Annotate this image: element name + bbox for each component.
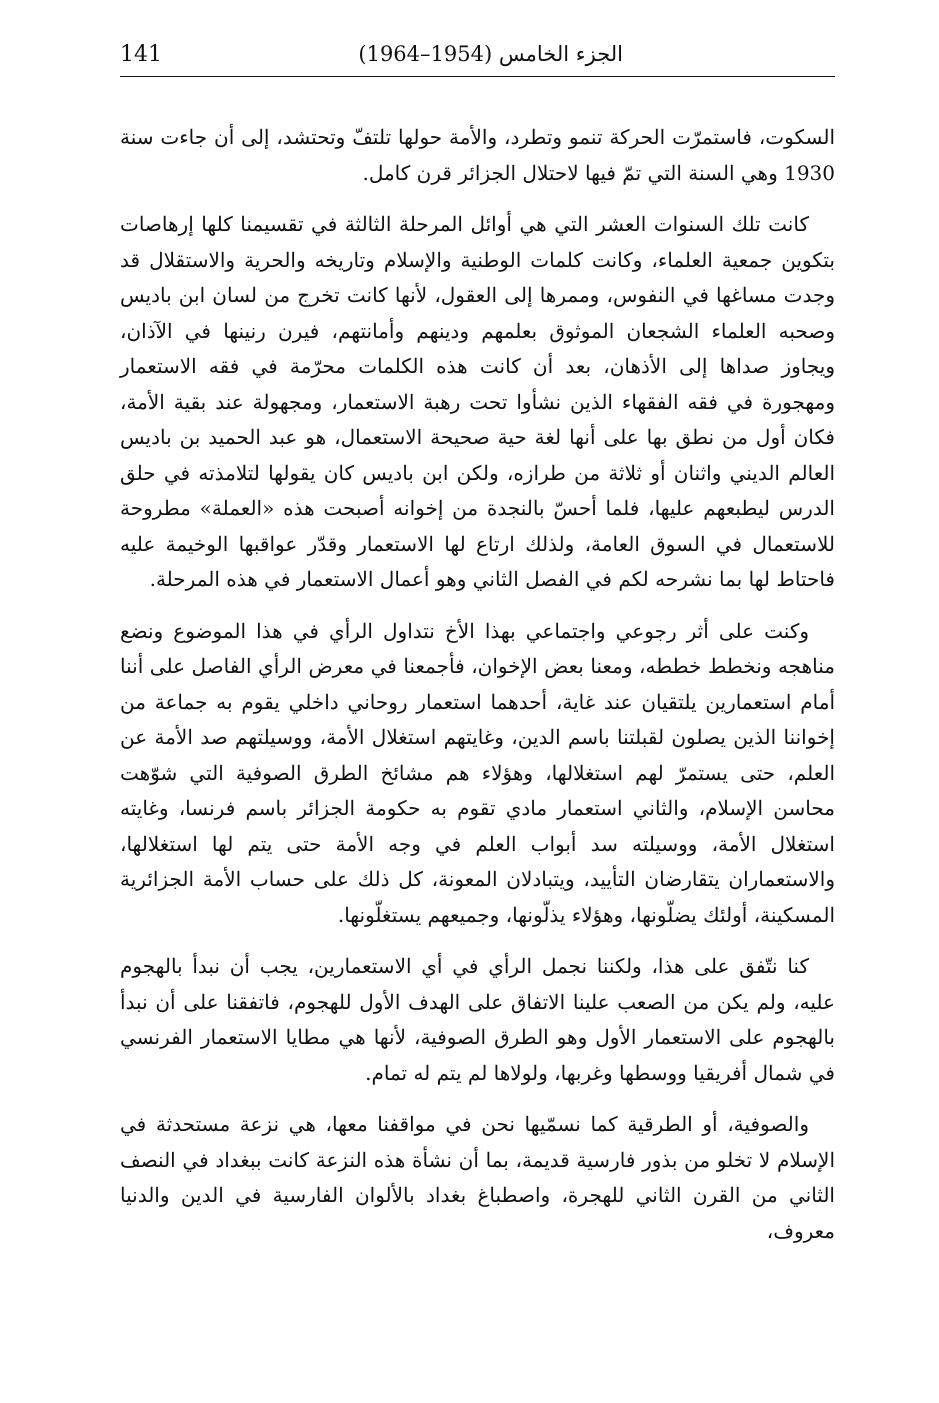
paragraph-1: السكوت، فاستمرّت الحركة تنمو وتطرد، والأمة حولها تلتفّ وتحتشد، إلى أن جاءت سنة 1930 وهي السنة التي تمّ فيها لاحتلال الجزائر قرن كامل. — [120, 125, 835, 185]
running-title: الجزء الخامس (1954–1964) — [358, 42, 623, 66]
body-text — [120, 120, 835, 1265]
paragraph-2: كانت تلك السنوات العشر التي هي أوائل المرحلة الثالثة في تقسيمنا كلها إرهاصات بتكوين جمعية العلماء، وكانت كلمات الوطنية والإسلام وتاريخه والحرية والاستقلال قد وجدت مساغها في النفوس، وممرها إلى العقول، لأنها كانت تخرج من لسان ابن باديس وصحبه العلماء الشجعان الموثوق بعلمهم ودينهم وأمانتهم، فيرن رنينها في الآذان، ويجاوز صداها إلى الأذهان، بعد أن كانت هذه الكلمات محرّمة في فقه الاستعمار ومهجورة في فقه الفقهاء الذين نشأوا تحت رهبة الاستعمار، ومجهولة عند بقية الأمة، فكان أول من نطق بها على أنها لغة حية صحيحة الاستعمال، هو عبد الحميد بن باديس العالم الديني واثنان أو ثلاثة من طرازه، ولكن ابن باديس كان يقولها لتلامذته في حلق الدرس ليطبعهم عليها، فلما أحسّ بالنجدة من إخوانه أصبحت هذه «العملة» مطروحة للاستعمال في السوق العامة، ولذلك ارتاع لها الاستعمار وقدّر عواقبها الوخيمة عليه فاحتاط لها بما نشرحه لكم في الفصل الثاني وهو أعمال الاستعمار في هذه المرحلة. — [120, 212, 835, 591]
paragraph-5: والصوفية، أو الطرقية كما نسمّيها نحن في مواقفنا معها، هي نزعة مستحدثة في الإسلام لا تخلو من بذور فارسية قديمة، بما أن نشأة هذه النزعة كانت ببغداد في النصف الثاني من القرن الثاني للهجرة، واصطباغ بغداد بالألوان الفارسية في الدين والدنيا معروف، — [120, 1112, 835, 1243]
page-number: 141 — [120, 42, 162, 67]
paragraph-3: وكنت على أثر رجوعي واجتماعي بهذا الأخ نتداول الرأي في هذا الموضوع ونضع مناهجه ونخطط خططه، ومعنا بعض الإخوان، فأجمعنا في معرض الرأي الفاصل على أننا أمام استعمارين يلتقيان عند غاية، أحدهما استعمار روحاني داخلي يقوم به جماعة من إخواننا الذين يصلون لقبلتنا باسم الدين، وغايتهم استغلال الأمة، ووسيلتهم صد الأمة عن العلم، حتى يستمرّ لهم استغلالها، وهؤلاء هم مشائخ الطرق الصوفية التي شوّهت محاسن الإسلام، والثاني استعمار مادي تقوم به حكومة الجزائر باسم فرنسا، وغايته استغلال الأمة، ووسيلته سد أبواب العلم في وجه الأمة حتى يتم لها استغلالها، والاستعماران يتقارضان التأييد، ويتبادلان المعونة، كل ذلك على حساب الأمة الجزائرية المسكينة، أولئك يضلّونها، وهؤلاء يذلّونها، وجميعهم يستغلّونها. — [120, 618, 835, 927]
page-header — [120, 40, 835, 77]
paragraph-4: كنا نتّفق على هذا، ولكننا نجمل الرأي في أي الاستعمارين، يجب أن نبدأ بالهجوم عليه، ولم يكن من الصعب علينا الاتفاق على الهدف الأول للهجوم، فاتفقنا على أن نبدأ بالهجوم على الاستعمار الأول وهو الطرق الصوفية، لأنها هي مطايا الاستعمار الفرنسي في شمال أفريقيا ووسطها وغربها، ولولاها لم يتم له تمام. — [120, 954, 835, 1085]
